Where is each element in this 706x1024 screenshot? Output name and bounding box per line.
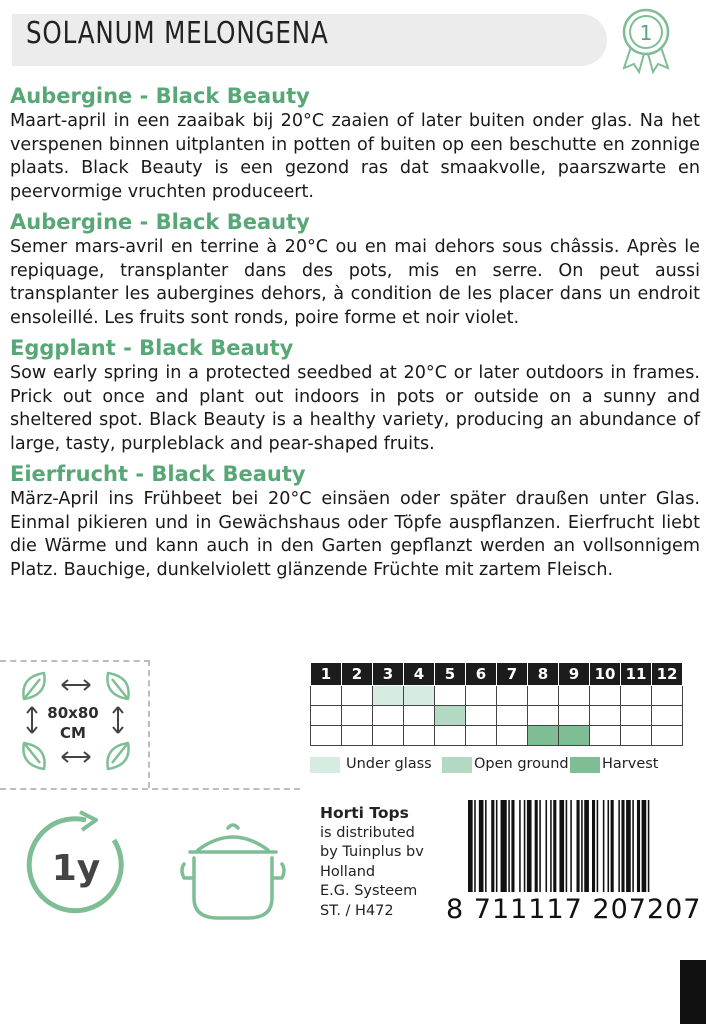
- barcode-bar: [566, 800, 568, 892]
- barcode-bar: [626, 800, 631, 892]
- calendar-cell: [435, 726, 466, 746]
- calendar-cell: [621, 706, 652, 726]
- barcode-bar: [485, 800, 487, 892]
- calendar-cell: [652, 726, 683, 746]
- calendar-row-under-glass: [311, 686, 683, 706]
- barcode-bar: [584, 800, 589, 892]
- calendar-cell: [373, 726, 404, 746]
- barcode-bar: [501, 800, 507, 892]
- month-cell: 3: [373, 663, 404, 686]
- distributor-line: Holland: [320, 863, 376, 880]
- calendar-cell: [311, 706, 342, 726]
- barcode-bar: [648, 800, 650, 892]
- calendar-cell: [621, 726, 652, 746]
- calendar-cell: [466, 686, 497, 706]
- calendar-row-harvest: [311, 726, 683, 746]
- distributor-info: [320, 804, 424, 921]
- calendar-cell: [466, 726, 497, 746]
- divider: [148, 660, 150, 788]
- calendar-cell: [342, 686, 373, 706]
- section-dutch: [10, 82, 700, 204]
- divider: [0, 660, 150, 662]
- description-sections: [10, 82, 700, 586]
- month-cell: 7: [497, 663, 528, 686]
- section-title: Aubergine - Black Beauty: [10, 84, 310, 108]
- cooking-pot-icon: [178, 818, 288, 928]
- month-cell: 11: [621, 663, 652, 686]
- barcode-bar: [491, 800, 494, 892]
- calendar-cell: [373, 686, 404, 706]
- calendar-cell: [435, 706, 466, 726]
- barcode-bar: [592, 800, 595, 892]
- legend-open-ground: Open ground: [474, 756, 569, 772]
- legend-swatch-open-ground: [442, 757, 472, 773]
- calendar-cell: [373, 706, 404, 726]
- calendar-cell: [652, 686, 683, 706]
- barcode-bar: [553, 800, 556, 892]
- barcode-bar: [479, 800, 484, 892]
- barcode-bar: [539, 800, 541, 892]
- legend-under-glass: Under glass: [346, 756, 432, 772]
- barcode-bar: [468, 800, 473, 892]
- spacing-label: [44, 703, 102, 743]
- barcode-bar: [559, 800, 564, 892]
- calendar-cell: [311, 726, 342, 746]
- calendar-cell: [466, 706, 497, 726]
- barcode-bar: [508, 800, 510, 892]
- barcode-bar: [608, 800, 610, 892]
- barcode-bar: [546, 800, 548, 892]
- section-german: [10, 460, 700, 582]
- distributor-line: E.G. Systeem: [320, 883, 418, 899]
- section-body: Sow early spring in a protected seedbed at 20°C or later outdoors in frames. Prick out once and plant out indoors in pots or outside on a sunny and sheltered spot. Black Beauty is a healthy variety, producing an abundance of large, tasty, purpleblack and pear-shaped fruits.: [10, 363, 700, 454]
- section-body: März-April ins Frühbeet bei 20°C einsäen oder später draußen unter Glas. Einmal pikieren und in Gewächshaus oder Töpfe auspflanzen. Eierfrucht liebt die Wärme und kann auch in den Garten gepflanzt werden an vollsonnigem Platz. Bauchige, dunkelviolett glänzende Früchte mit zartem Fleisch.: [10, 489, 700, 580]
- section-title: Aubergine - Black Beauty: [10, 210, 310, 234]
- month-cell: 8: [528, 663, 559, 686]
- calendar-cell: [435, 686, 466, 706]
- month-cell: 4: [404, 663, 435, 686]
- calendar-cell: [311, 686, 342, 706]
- barcode-bar: [474, 800, 476, 892]
- calendar-row-open-ground: [311, 706, 683, 726]
- barcode-bar: [637, 800, 640, 892]
- barcode-bar: [570, 800, 572, 892]
- barcode-bar: [618, 800, 620, 892]
- latin-name: SOLANUM MELONGENA: [26, 16, 329, 51]
- barcode-bar: [632, 800, 634, 892]
- calendar-cell: [590, 686, 621, 706]
- calendar-cell: [559, 706, 590, 726]
- calendar-legend: [310, 756, 706, 778]
- month-cell: 5: [435, 663, 466, 686]
- section-english: [10, 334, 700, 456]
- barcode-bar: [524, 800, 526, 892]
- distributor-line: by Tuinplus bv: [320, 844, 424, 860]
- calendar-cell: [404, 726, 435, 746]
- section-title: Eierfrucht - Black Beauty: [10, 462, 306, 486]
- barcode-bar: [621, 800, 624, 892]
- barcode-bar: [581, 800, 583, 892]
- calendar-cell: [528, 726, 559, 746]
- barcode-bar: [603, 800, 605, 892]
- section-body: Semer mars-avril en terrine à 20°C ou en mai dehors sous châssis. Après le repiquage, transplanter dans des pots, mis en serre. On peut aussi transplanter les aubergines dehors, à condition de les placer dans un endroit ensoleillé. Les fruits sont ronds, poire forme et noir violet.: [10, 237, 700, 328]
- barcode-bar: [535, 800, 538, 892]
- legend-harvest: Harvest: [602, 756, 659, 772]
- calendar-cell: [528, 686, 559, 706]
- calendar-cell: [342, 706, 373, 726]
- barcode-bar: [527, 800, 532, 892]
- legend-swatch-harvest: [570, 757, 600, 773]
- color-mark: [680, 960, 706, 1024]
- barcode-bar: [550, 800, 552, 892]
- divider: [0, 788, 300, 790]
- distributor-line: ST. / H472: [320, 902, 394, 919]
- rosette-number: 1: [639, 21, 653, 45]
- calendar-cell: [497, 686, 528, 706]
- legend-swatch-under-glass: [310, 757, 340, 773]
- calendar-cell: [621, 686, 652, 706]
- lifecycle-label: 1y: [51, 848, 101, 889]
- calendar-cell: [590, 726, 621, 746]
- annual-cycle-icon: [16, 806, 136, 926]
- calendar-cell: [342, 726, 373, 746]
- distributor-line: is distributed: [320, 824, 415, 841]
- month-cell: 2: [342, 663, 373, 686]
- barcode-bar: [496, 800, 498, 892]
- calendar-cell: [497, 706, 528, 726]
- barcode-number: 8 711117 207207: [446, 894, 702, 925]
- calendar-cell: [528, 706, 559, 726]
- barcode-bar: [511, 800, 514, 892]
- month-cell: 10: [590, 663, 621, 686]
- spacing-unit: CM: [60, 724, 86, 742]
- calendar-cell: [559, 726, 590, 746]
- barcode-bar: [519, 800, 521, 892]
- month-cell: 9: [559, 663, 590, 686]
- section-title: Eggplant - Black Beauty: [10, 336, 294, 360]
- barcode-icon: [468, 800, 692, 892]
- barcode-bar: [611, 800, 614, 892]
- month-cell: 12: [652, 663, 683, 686]
- section-body: Maart-april in een zaaibak bij 20°C zaaien of later buiten onder glas. Na het verspenen binnen uitplanten in potten of buiten op een beschutte en zonnige plaats. Black Beauty is een gezond ras dat smaakvolle, paarszwarte en peervormige vruchten produceert.: [10, 111, 700, 202]
- barcode-bar: [597, 800, 599, 892]
- barcode-bar: [577, 800, 580, 892]
- calendar-cell: [404, 706, 435, 726]
- award-rosette-icon: [614, 6, 678, 74]
- month-cell: 6: [466, 663, 497, 686]
- section-french: [10, 208, 700, 330]
- brand-name: Horti Tops: [320, 804, 409, 822]
- calendar-cell: [652, 706, 683, 726]
- calendar-cell: [497, 726, 528, 746]
- sowing-calendar: [310, 662, 683, 746]
- calendar-cell: [590, 706, 621, 726]
- month-cell: 1: [311, 663, 342, 686]
- calendar-cell: [404, 686, 435, 706]
- calendar-cell: [559, 686, 590, 706]
- barcode-bar: [642, 800, 647, 892]
- spacing-value: 80x80: [47, 704, 99, 722]
- calendar-header-row: [311, 663, 683, 686]
